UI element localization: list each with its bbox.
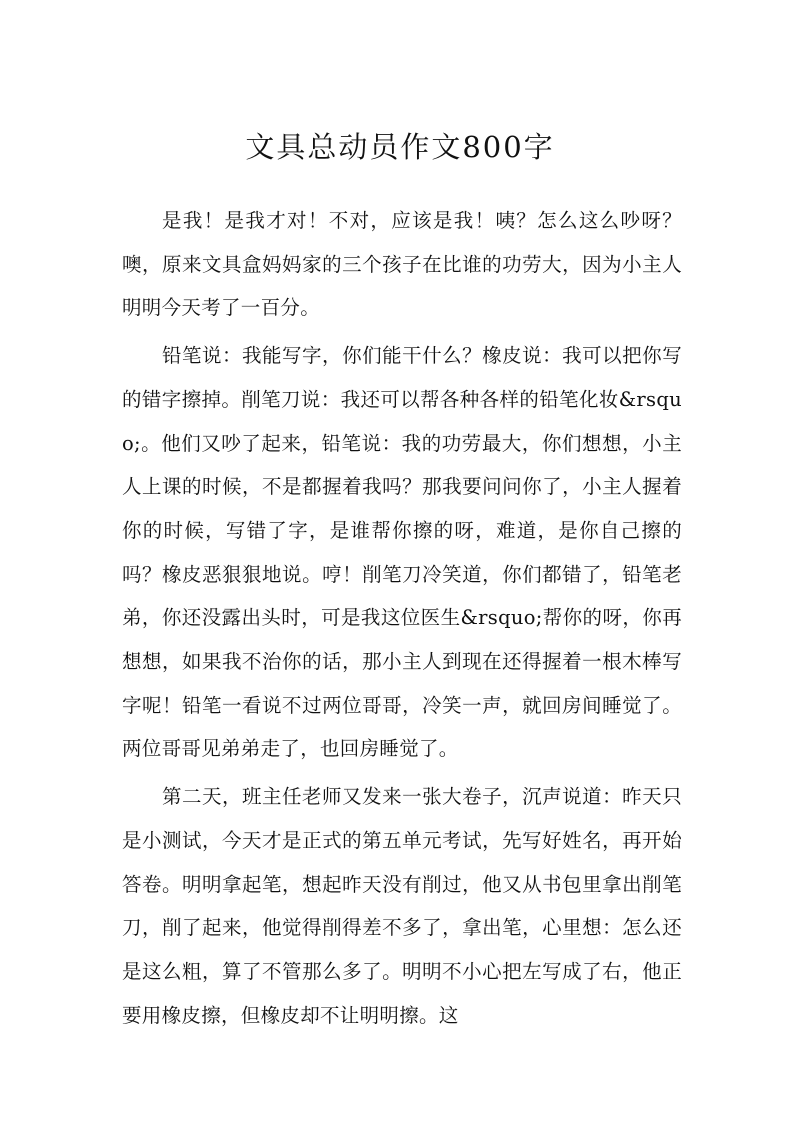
paragraph-1: 是我！是我才对！不对，应该是我！咦？怎么这么吵呀？噢，原来文具盒妈妈家的三个孩子在比谁的功劳大，因为小主人明明今天考了一百分。 (122, 209, 682, 320)
paragraph-2: 铅笔说：我能写字，你们能干什么？橡皮说：我可以把你写的错字擦掉。削笔刀说：我还可以帮各种各样的铅笔化妆&rsquo;。他们又吵了起来，铅笔说：我的功劳最大，你们想想，小主人上课的时候，不是都握着我吗？那我要问问你了，小主人握着你的时候，写错了字，是谁帮你擦的呀，难道，是你自己擦的吗？橡皮恶狠狠地说。哼！削笔刀冷笑道，你们都错了，铅笔老弟，你还没露出头时，可是我这位医生&rsquo;帮你的呀，你再想想，如果我不治你的话，那小主人到现在还得握着一根木棒写字呢！铅笔一看说不过两位哥哥，冷笑一声，就回房间睡觉了。两位哥哥见弟弟走了，也回房睡觉了。 (122, 344, 682, 761)
document-title: 文具总动员作文800字 (245, 130, 555, 164)
document-body (122, 199, 682, 1041)
paragraph-3: 第二天，班主任老师又发来一张大卷子，沉声说道：昨天只是小测试，今天才是正式的第五单元考试，先写好姓名，再开始答卷。明明拿起笔，想起昨天没有削过，他又从书包里拿出削笔刀，削了起来，他觉得削得差不多了，拿出笔，心里想：怎么还是这么粗，算了不管那么多了。明明不小心把左写成了右，他正要用橡皮擦，但橡皮却不让明明擦。这 (122, 785, 682, 1027)
